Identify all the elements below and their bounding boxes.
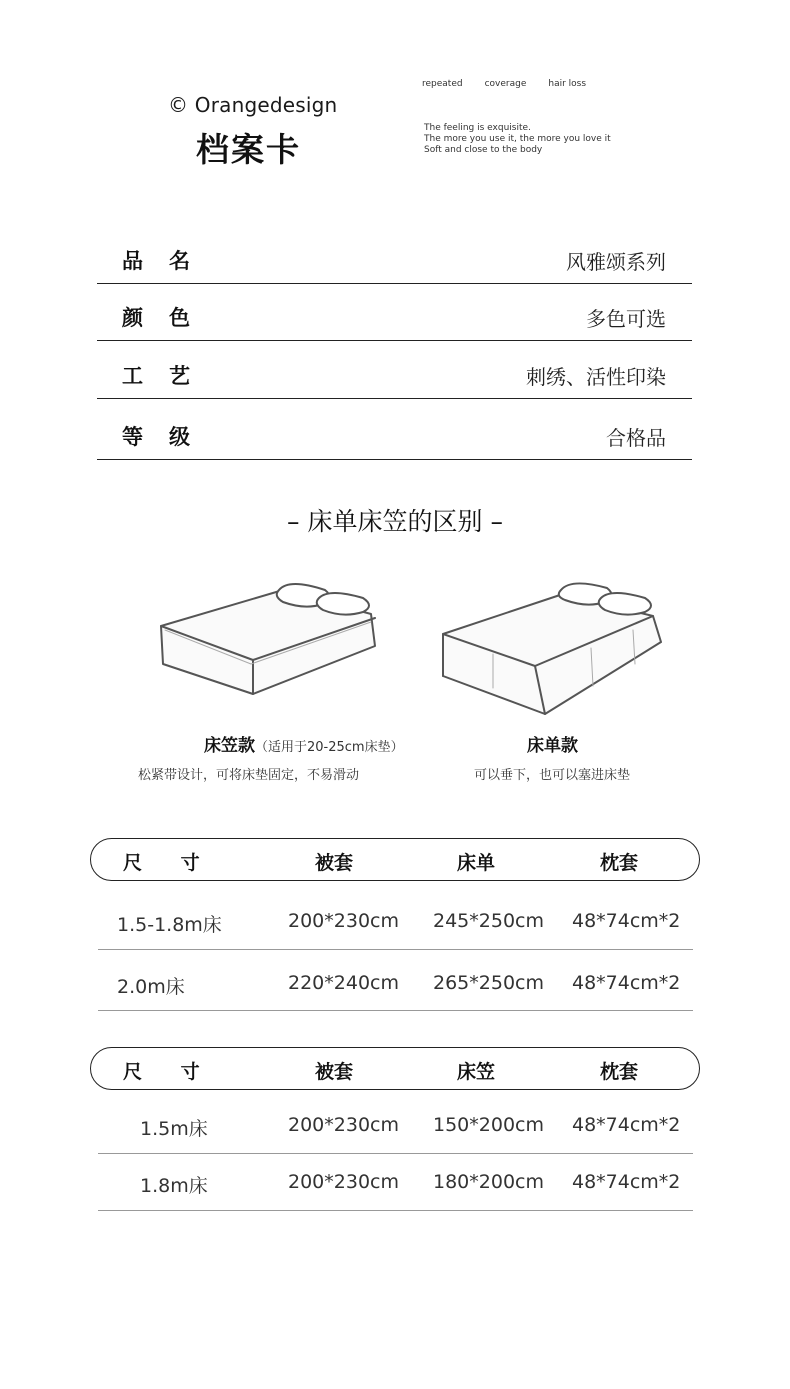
header-size: 尺 寸 — [123, 852, 216, 874]
spec-label: 颜色 — [122, 306, 216, 330]
table-row — [98, 1097, 693, 1154]
cell-pillowcase: 48*74cm*2 — [572, 1171, 681, 1193]
fitted-caption-note: （适用于20-25cm床垫） — [255, 740, 404, 755]
tag-repeated: repeated — [422, 79, 463, 89]
header-flat-sheet: 床单 — [457, 852, 496, 874]
header-duvet-cover: 被套 — [315, 1061, 354, 1083]
brand-name: © Orangedesign — [168, 93, 338, 117]
spec-row-color — [97, 283, 692, 341]
cell-duvet-cover: 200*230cm — [288, 1171, 399, 1193]
header-size: 尺 寸 — [123, 1061, 216, 1083]
tagline-line-2: The more you use it, the more you love it — [424, 134, 611, 144]
cell-size: 2.0m床 — [117, 976, 185, 998]
cell-fitted-sheet: 180*200cm — [433, 1171, 544, 1193]
cell-flat-sheet: 265*250cm — [433, 972, 544, 994]
table2-header — [90, 1047, 700, 1090]
spec-value: 合格品 — [606, 426, 666, 450]
section-title: – 床单床笠的区别 – — [287, 507, 503, 536]
tagline — [424, 123, 611, 156]
header-pillowcase: 枕套 — [600, 852, 639, 874]
flat-description: 可以垂下，也可以塞进床垫 — [474, 768, 631, 783]
tag-coverage: coverage — [484, 79, 527, 89]
cell-duvet-cover: 220*240cm — [288, 972, 399, 994]
cell-duvet-cover: 200*230cm — [288, 1114, 399, 1136]
table-row — [98, 890, 693, 950]
spec-row-craft — [97, 340, 692, 399]
spec-row-grade — [97, 398, 692, 460]
cell-duvet-cover: 200*230cm — [288, 910, 399, 932]
spec-label: 品名 — [122, 249, 216, 273]
spec-label: 等级 — [122, 425, 216, 449]
cell-pillowcase: 48*74cm*2 — [572, 910, 681, 932]
cell-size: 1.5-1.8m床 — [117, 914, 222, 936]
cell-pillowcase: 48*74cm*2 — [572, 1114, 681, 1136]
spec-row-name — [97, 238, 692, 284]
flat-caption: 床单款 — [527, 736, 578, 756]
tag-hair-loss: hair loss — [548, 79, 587, 89]
spec-value: 刺绣、活性印染 — [526, 365, 666, 389]
fitted-sheet-bed-icon — [161, 584, 375, 694]
cell-flat-sheet: 245*250cm — [433, 910, 544, 932]
tag-list — [422, 79, 608, 89]
fitted-caption-title: 床笠款 — [204, 736, 255, 756]
card-title: 档案卡 — [196, 130, 301, 169]
fitted-caption — [204, 731, 404, 756]
spec-value: 多色可选 — [586, 307, 666, 331]
spec-label: 工艺 — [122, 364, 216, 388]
table-row — [98, 1154, 693, 1211]
header-fitted-sheet: 床笠 — [457, 1061, 496, 1083]
spec-value: 风雅颂系列 — [566, 250, 666, 274]
bed-illustrations — [113, 568, 673, 718]
tagline-line-3: Soft and close to the body — [424, 145, 543, 155]
cell-pillowcase: 48*74cm*2 — [572, 972, 681, 994]
header-pillowcase: 枕套 — [600, 1061, 639, 1083]
flat-sheet-bed-icon — [443, 583, 661, 714]
cell-size: 1.5m床 — [140, 1118, 208, 1140]
cell-size: 1.8m床 — [140, 1175, 208, 1197]
table-row — [98, 950, 693, 1011]
tagline-line-1: The feeling is exquisite. — [424, 123, 531, 133]
cell-fitted-sheet: 150*200cm — [433, 1114, 544, 1136]
header-duvet-cover: 被套 — [315, 852, 354, 874]
table1-header — [90, 838, 700, 881]
fitted-description: 松紧带设计，可将床垫固定，不易滑动 — [138, 768, 360, 783]
